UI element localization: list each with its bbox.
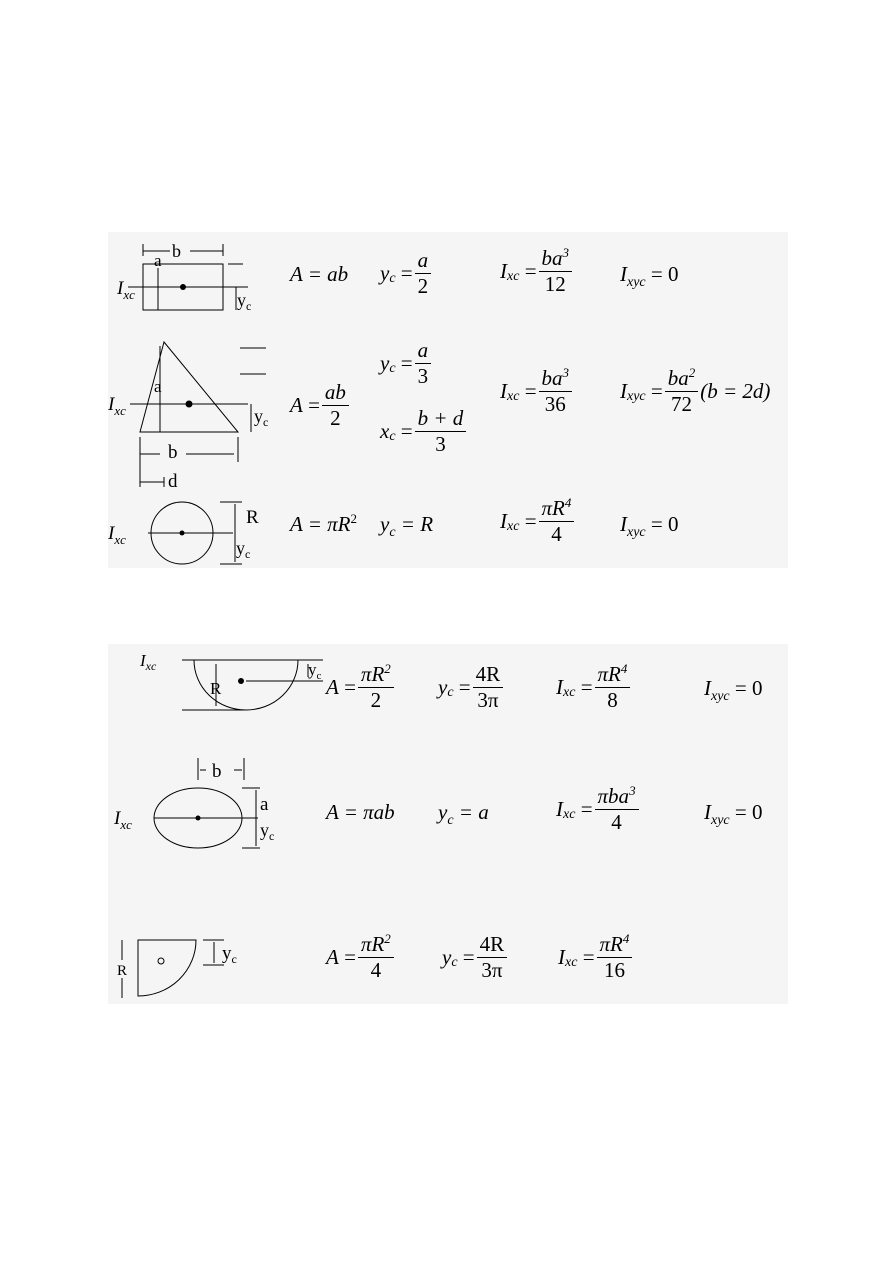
ellipse-figure — [154, 758, 260, 848]
label-yc: $y_c$ — [254, 406, 269, 429]
rect-area-formula: A = ab — [290, 262, 349, 286]
tri-ixc-formula: I xc = $\frac{ba^3}{36}$ — [500, 368, 574, 415]
label-yc: $y_c$ — [308, 660, 322, 682]
formula-panel-2 — [108, 644, 788, 1004]
circle-ixyc-formula: $I_{xyc} = 0$ — [620, 512, 679, 540]
quarter-area-formula: A = $\frac{\pi R^2}{4}$ — [326, 934, 396, 981]
label-b: b — [168, 442, 178, 463]
triangle-figure — [130, 342, 269, 487]
label-r: R — [210, 679, 222, 698]
centroid-dot — [186, 401, 193, 408]
formula-panel-1 — [108, 232, 788, 568]
circle-ixc-formula: I xc = $\frac{\pi R^4}{4}$ — [500, 498, 576, 545]
quarter-circle-figure — [122, 940, 224, 998]
label-yc: $y_c$ — [236, 538, 251, 561]
label-yc: $y_c$ — [222, 943, 237, 966]
tri-ixyc-formula: I xyc = $\frac{ba^2}{72}$ (b = 2d) — [620, 365, 771, 416]
label-yc: $y_c$ — [260, 820, 275, 843]
ellipse-ixyc-formula: $I_{xyc} = 0$ — [704, 800, 763, 828]
rect-ixc-formula: I xc = $\frac{ba^3}{12}$ — [500, 248, 574, 295]
centroid-dot — [196, 816, 201, 821]
ellipse-area-formula: A = πab — [326, 800, 395, 824]
label-r: R — [246, 507, 259, 528]
circle-yc-formula: $y_c = R$ — [380, 512, 434, 540]
semicircle-figure — [182, 660, 323, 710]
label-b: b — [212, 761, 222, 782]
semicircle-ixc-formula: I xc = $\frac{\pi R^4}{8}$ — [556, 664, 632, 711]
quarter-ixc-formula: I xc = $\frac{\pi R^4}{16}$ — [558, 934, 634, 981]
ellipse-yc-formula: $y_c = a$ — [438, 800, 489, 828]
label-b: b — [172, 241, 181, 261]
centroid-dot — [180, 284, 186, 290]
centroid-dot — [180, 531, 185, 536]
label-d: d — [168, 471, 178, 492]
ellipse-ixc-formula: I xc = $\frac{\pi ba^3}{4}$ — [556, 786, 641, 833]
label-ixc: $I_{xc}$ — [108, 394, 126, 418]
semicircle-yc-formula: y c = $\frac{4R}{3\pi}$ — [438, 664, 505, 711]
label-ixc: $I_{xc}$ — [114, 808, 132, 832]
label-ixc: $I_{xc}$ — [108, 523, 126, 547]
semicircle-area-formula: A = $\frac{\pi R^2}{2}$ — [326, 664, 396, 711]
label-yc: $y_c$ — [237, 290, 252, 313]
label-ixc: $I_{xc}$ — [140, 651, 157, 673]
semicircle-ixyc-formula: $I_{xyc} = 0$ — [704, 676, 763, 704]
label-a: a — [260, 794, 269, 815]
label-r: R — [117, 963, 128, 979]
label-a: a — [154, 251, 162, 270]
tri-yc-formula: y c = $\frac{a}{3}$ — [380, 340, 433, 387]
rect-ixyc-formula: $I_{xyc} = 0$ — [620, 262, 679, 290]
circle-figure — [148, 502, 242, 564]
rect-yc-formula: y c = $\frac{a}{2}$ — [380, 250, 433, 297]
centroid-dot — [238, 678, 244, 684]
quarter-yc-formula: y c = $\frac{4R}{3\pi}$ — [442, 934, 509, 981]
tri-area-formula: A = $\frac{ab}{2}$ — [290, 382, 351, 429]
tri-xc-formula: x c = $\frac{b + d}{3}$ — [380, 408, 468, 455]
circle-area-formula: $A = \pi R^2$ — [290, 511, 357, 536]
label-a: a — [154, 377, 162, 396]
rectangle-figure — [128, 244, 248, 310]
label-ixc: $I_{xc}$ — [117, 278, 135, 302]
